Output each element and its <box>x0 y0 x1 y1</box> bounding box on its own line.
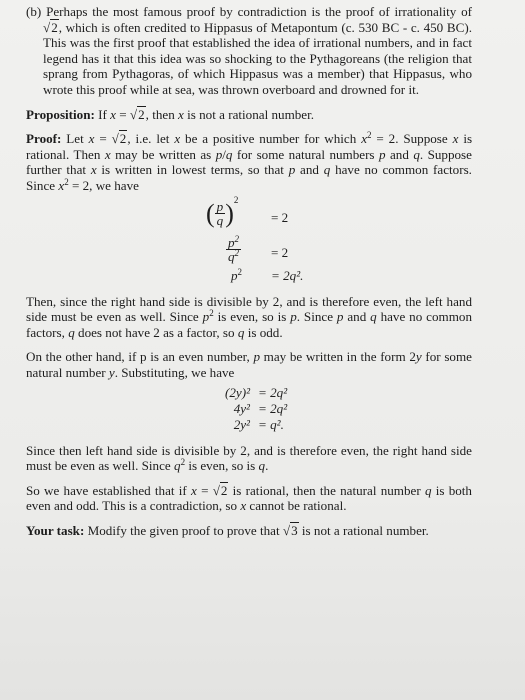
problem-text <box>26 4 472 538</box>
task-statement: Your task: Modify the given proof to prove that √3 is not a rational number. <box>26 522 429 538</box>
equation-block-2: (2y)² = 2q² 4y² = 2q² 2y² = q². <box>224 384 288 432</box>
then-paragraph: Then, since the right hand side is divisible by 2, and is therefore even, the left hand side must be even as well. Since $p^2$ is even, so is p. Since p and q have no common factors, q does not have 2 as a factor, so q is odd. <box>26 293 472 340</box>
conclusion-paragraph: So we have established that if x = √2 is rational, then the natural number q is both even and odd. This is a contradiction, so x cannot be rational. <box>26 482 472 514</box>
since-then-paragraph: Since then left hand side is divisible by 2, and is therefore even, the right hand side must be even as well. Since $q^2$ is even, so is q. <box>26 442 472 474</box>
other-hand-paragraph: On the other hand, if p is an even number, p may be written in the form 2y for some natural number y. Substituting, we have <box>26 349 472 380</box>
proposition: Proposition: If x = √2, then x is not a rational number. <box>26 106 315 122</box>
proof-paragraph: Proof: Let x = √2, i.e. let x be a positive number for which $x^2 = 2$. Suppose x is rational. Then x may be written as p/q for some natural numbers p and q. Suppose further that x is written in lowest terms, so that p and q have no common factors. Since $x^2 = 2$, we have <box>26 130 473 193</box>
intro-paragraph: (b) Perhaps the most famous proof by contradiction is the proof of irrationality of √2, which is often credited to Hippasus of Metapontum (c. 530 BC - c. 450 BC). This was the first proof that established the idea of irrational numbers, and in fact legend has it that this idea was so shocking to the Pythagoreans (the religion that sprang from Pythagoras, of which Hippasus was a member) that Hippasus, who wrote this proof while at sea, was thrown overboard and drowned for it. <box>26 4 473 97</box>
part-label: (b) <box>26 4 42 19</box>
equation-block-1: ( $\frac{p}{q}$ )$^2$ = 2 $\frac{p^2}{q^2}$ = 2 $p^2$ = 2q². <box>206 194 304 283</box>
